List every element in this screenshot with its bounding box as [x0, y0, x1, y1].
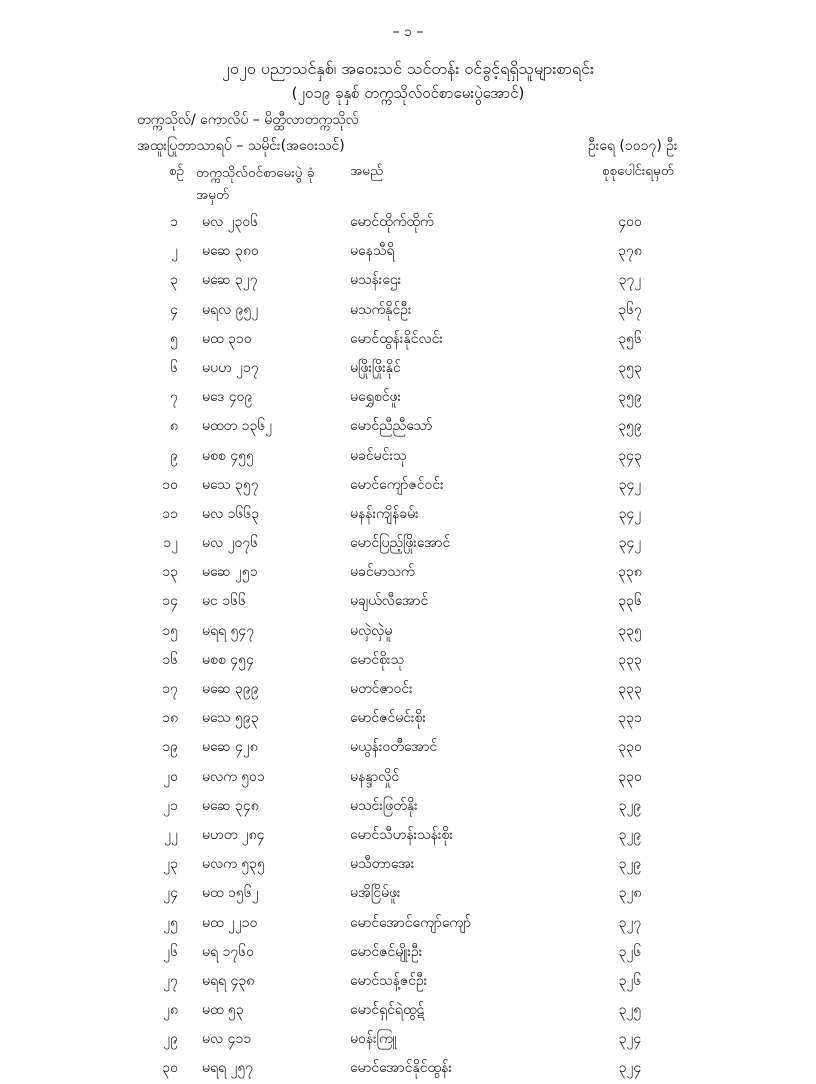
total-mark: ၃၅၉ [618, 418, 642, 435]
row-number: ၃ [170, 272, 178, 289]
table-row [0, 850, 816, 879]
row-number: ၈ [170, 418, 178, 435]
total-mark: ၃၂၉ [618, 826, 642, 843]
student-name: မသီတာအေး [350, 856, 415, 873]
total-mark: ၃၃၁ [618, 710, 642, 727]
roll-number: မလက ၅၀၁ [202, 768, 265, 785]
row-number: ၁၆ [162, 651, 178, 668]
table-row [0, 296, 816, 325]
row-number: ၂၄ [163, 885, 178, 902]
roll-number: မလ ၂၀၇၆ [202, 535, 259, 552]
row-number: ၃၀ [162, 1060, 178, 1077]
student-name: မဝန်းကြူ [350, 1031, 397, 1048]
row-number: ၅ [170, 330, 178, 347]
student-name: မသန်းဌေး [350, 272, 402, 289]
roll-number: မထ ၃၁၀ [202, 330, 252, 347]
total-mark: ၃၄၂ [618, 476, 642, 493]
table-row [0, 938, 816, 967]
results-list [0, 208, 816, 1084]
subject-line: အထူးပြုဘာသာရပ် – သမိုင်း(အဝေးသင်) [137, 138, 345, 154]
row-number: ၂၀ [163, 768, 178, 785]
total-mark: ၃၅၃ [618, 359, 642, 376]
total-mark: ၃၂၆ [618, 972, 642, 989]
total-mark: ၃၃၆ [618, 593, 642, 610]
row-number: ၂၆ [163, 943, 178, 960]
roll-number: မစစ ၄၅၅ [202, 447, 254, 464]
row-number: ၂၉ [163, 1031, 178, 1048]
table-row [0, 587, 816, 616]
student-name: မောင်သီဟန်းသန်းစိုး [350, 826, 453, 843]
student-name: မောင်ထိုက်ထိုက် [350, 214, 434, 230]
roll-number: မထတ ၁၃၆၂ [202, 418, 273, 435]
row-number: ၂၈ [163, 1002, 178, 1019]
row-number: ၁၄ [162, 593, 178, 610]
header-roll: တက္ကသိုလ်ဝင်စာမေးပွဲ ခုံအမှတ် [196, 165, 315, 203]
total-mark: ၃၄၂ [618, 505, 642, 522]
table-row [0, 208, 816, 237]
student-name: မောင်ထွန်းနိုင်လင်း [350, 330, 443, 347]
total-mark: ၃၂၅ [618, 1002, 642, 1019]
table-row [0, 325, 816, 354]
student-name: မောင်အောင်နိုင်ထွန်း [350, 1060, 452, 1077]
total-mark: ၃၂၈ [618, 885, 642, 902]
total-mark: ၃၇၂ [618, 272, 642, 289]
student-name: မောင်အောင်ကျော်ကျော် [350, 914, 472, 931]
total-mark: ၃၂၄ [618, 1031, 642, 1048]
table-row [0, 1025, 816, 1054]
table-row [0, 646, 816, 675]
row-number: ၂၃ [163, 856, 178, 873]
table-row [0, 996, 816, 1025]
total-mark: ၃၇၈ [618, 243, 642, 260]
table-row [0, 442, 816, 471]
table-row [0, 909, 816, 938]
total-mark: ၃၂၆ [618, 943, 642, 960]
page-number: – ၁ – [392, 24, 424, 40]
row-number: ၄ [170, 301, 178, 318]
roll-number: မဆေ ၃၉၉ [202, 681, 259, 697]
row-number: ၁၃ [162, 564, 178, 581]
university-line: တက္ကသိုလ်/ ကောလိပ် – မိတ္ထီလာတက္ကသိုလ် [137, 112, 359, 128]
total-mark: ၃၃၀ [618, 739, 642, 756]
header-name: အမည် [350, 163, 384, 179]
total-mark: ၃၃၃ [618, 651, 642, 668]
student-name: မောင်ညီညီသော် [350, 418, 433, 435]
total-mark: ၃၅၉ [618, 389, 642, 406]
total-mark: ၃၂၄ [618, 1060, 642, 1077]
student-name: မအိငြိမ်ဖူး [350, 885, 401, 902]
total-mark: ၃၃၅ [618, 622, 642, 639]
student-name: မလှဲလှဲမူ [350, 622, 393, 639]
roll-number: မရရ ၂၅၇ [202, 1060, 254, 1077]
roll-number: မဆေ ၃၈၀ [202, 243, 259, 260]
row-number: ၁၂ [163, 535, 178, 552]
student-name: မသင်းဖြတ်နိုး [350, 797, 418, 814]
row-number: ၂ [171, 243, 178, 260]
table-row [0, 412, 816, 441]
row-number: ၉ [170, 447, 178, 464]
total-mark: ၃၆၇ [618, 301, 642, 318]
total-count: ဦးရေ (၁၀၁၇) ဦး [588, 138, 678, 154]
row-number: ၁၉ [162, 739, 178, 756]
table-row [0, 733, 816, 762]
total-mark: ၃၂၉ [618, 856, 642, 873]
student-name: မောင်သန့်ဇင်ဦး [350, 972, 428, 989]
table-row [0, 266, 816, 295]
table-row [0, 821, 816, 850]
total-mark: ၃၃၀ [618, 768, 642, 785]
student-name: မသက်နိုင်ဦး [350, 301, 412, 318]
roll-number: မသေ ၅၉၃ [202, 710, 259, 727]
row-number: ၁၅ [162, 622, 178, 639]
total-mark: ၃၃၃ [618, 681, 642, 697]
row-number: ၂၅ [163, 914, 178, 931]
student-name: မောင်ရှင်ရဲထွဋ် [350, 1002, 425, 1019]
header-mark: စုစုပေါင်းရမှတ် [601, 163, 675, 179]
roll-number: မပဟ ၂၁၇ [202, 359, 259, 376]
table-row [0, 675, 816, 704]
table-row [0, 704, 816, 733]
total-mark: ၄၀၀ [618, 214, 642, 230]
table-row [0, 471, 816, 500]
roll-number: မလ ၁၆၆၃ [202, 505, 260, 522]
row-number: ၂၇ [163, 972, 178, 989]
document-title: ၂၀၂၀ ပညာသင်နှစ်၊ အဝေးသင် သင်တန်း ဝင်ခွင့်ရရှိသူများစာရင်း [222, 59, 594, 78]
roll-number: မထ ၂၂၁၀ [202, 914, 258, 931]
roll-number: မဆေ ၂၅၁ [202, 564, 258, 581]
student-name: မချယ်လီအောင် [350, 593, 429, 610]
student-name: မတင်ဇာဝင်း [350, 681, 413, 697]
student-name: မောင်စိုးသု [350, 651, 405, 668]
row-number: ၁ [170, 214, 178, 230]
roll-number: မဒေ ၄၀၉ [202, 389, 253, 406]
roll-number: မသေ ၃၅၇ [202, 476, 259, 493]
student-name: မောင်ဇင်မျိုးဦး [350, 943, 423, 960]
total-mark: ၃၄၂ [618, 535, 642, 552]
roll-number: မလ ၂၃၀၆ [202, 214, 259, 230]
table-row [0, 763, 816, 792]
student-name: မရွှေစင်ဖူး [350, 389, 402, 406]
roll-number: မရရ ၄၃၈ [202, 972, 255, 989]
roll-number: မလ ၄၁၁ [202, 1031, 252, 1048]
table-row [0, 1054, 816, 1083]
total-mark: ၃၂၇ [618, 914, 642, 931]
roll-number: မဆေ ၃၂၇ [202, 272, 258, 289]
student-name: မဖြိုးဖြိုးနိုင် [350, 359, 401, 376]
row-number: ၂၂ [164, 826, 178, 843]
roll-number: မဆေ ၄၂၈ [202, 739, 258, 756]
table-row [0, 792, 816, 821]
table-row [0, 237, 816, 266]
table-row [0, 354, 816, 383]
row-number: ၁၇ [162, 681, 178, 697]
roll-number: မဟတ ၂၈၄ [202, 826, 265, 843]
student-name: မနန်းကျိန်ခမ်း [350, 505, 419, 522]
row-number: ၁၈ [162, 710, 178, 727]
total-mark: ၃၄၃ [618, 447, 642, 464]
student-name: မယွန်းဝတီအောင် [350, 739, 438, 756]
roll-number: မထ ၁၅၆၂ [202, 885, 259, 902]
student-name: မောင်ပြည့်ဖြိုးအောင် [350, 535, 451, 552]
student-name: မောင်ကျော်ဇင်ဝင်း [350, 476, 444, 493]
student-name: မောင်ဇင်မင်းစိုး [350, 710, 426, 727]
table-row [0, 879, 816, 908]
table-row [0, 617, 816, 646]
roll-number: မစစ ၄၅၄ [202, 651, 254, 668]
table-row [0, 529, 816, 558]
roll-number: မလက ၅၃၅ [202, 856, 265, 873]
roll-number: မရရ ၅၄၇ [202, 622, 255, 639]
table-row [0, 967, 816, 996]
table-row [0, 558, 816, 587]
header-no: စဉ် [168, 163, 184, 179]
roll-number: မရလ ၉၅၂ [202, 301, 259, 318]
table-row [0, 500, 816, 529]
total-mark: ၃၂၉ [618, 797, 642, 814]
document-subtitle: (၂၀၁၉ ခုနှစ် တက္ကသိုလ်ဝင်စာမေးပွဲအောင်) [291, 84, 525, 102]
table-row [0, 383, 816, 412]
total-mark: ၃၃၈ [618, 564, 642, 581]
roll-number: မင ၁၆၆ [202, 593, 246, 610]
roll-number: မထ ၅၃ [202, 1002, 244, 1019]
student-name: မနေသီရိ [350, 243, 395, 260]
row-number: ၇ [170, 389, 178, 406]
student-name: မနန္ဒာလှိုင် [350, 768, 400, 785]
student-name: မခင်မာသက် [350, 564, 415, 581]
total-mark: ၃၅၆ [618, 330, 642, 347]
student-name: မခင်မင်းသု [350, 447, 407, 464]
row-number: ၁၁ [162, 505, 178, 522]
roll-number: မရ ၁၇၆၀ [202, 943, 254, 960]
row-number: ၆ [170, 359, 178, 376]
row-number: ၁၀ [162, 476, 178, 493]
row-number: ၂၁ [163, 797, 178, 814]
roll-number: မဆေ ၃၄၈ [202, 797, 259, 814]
